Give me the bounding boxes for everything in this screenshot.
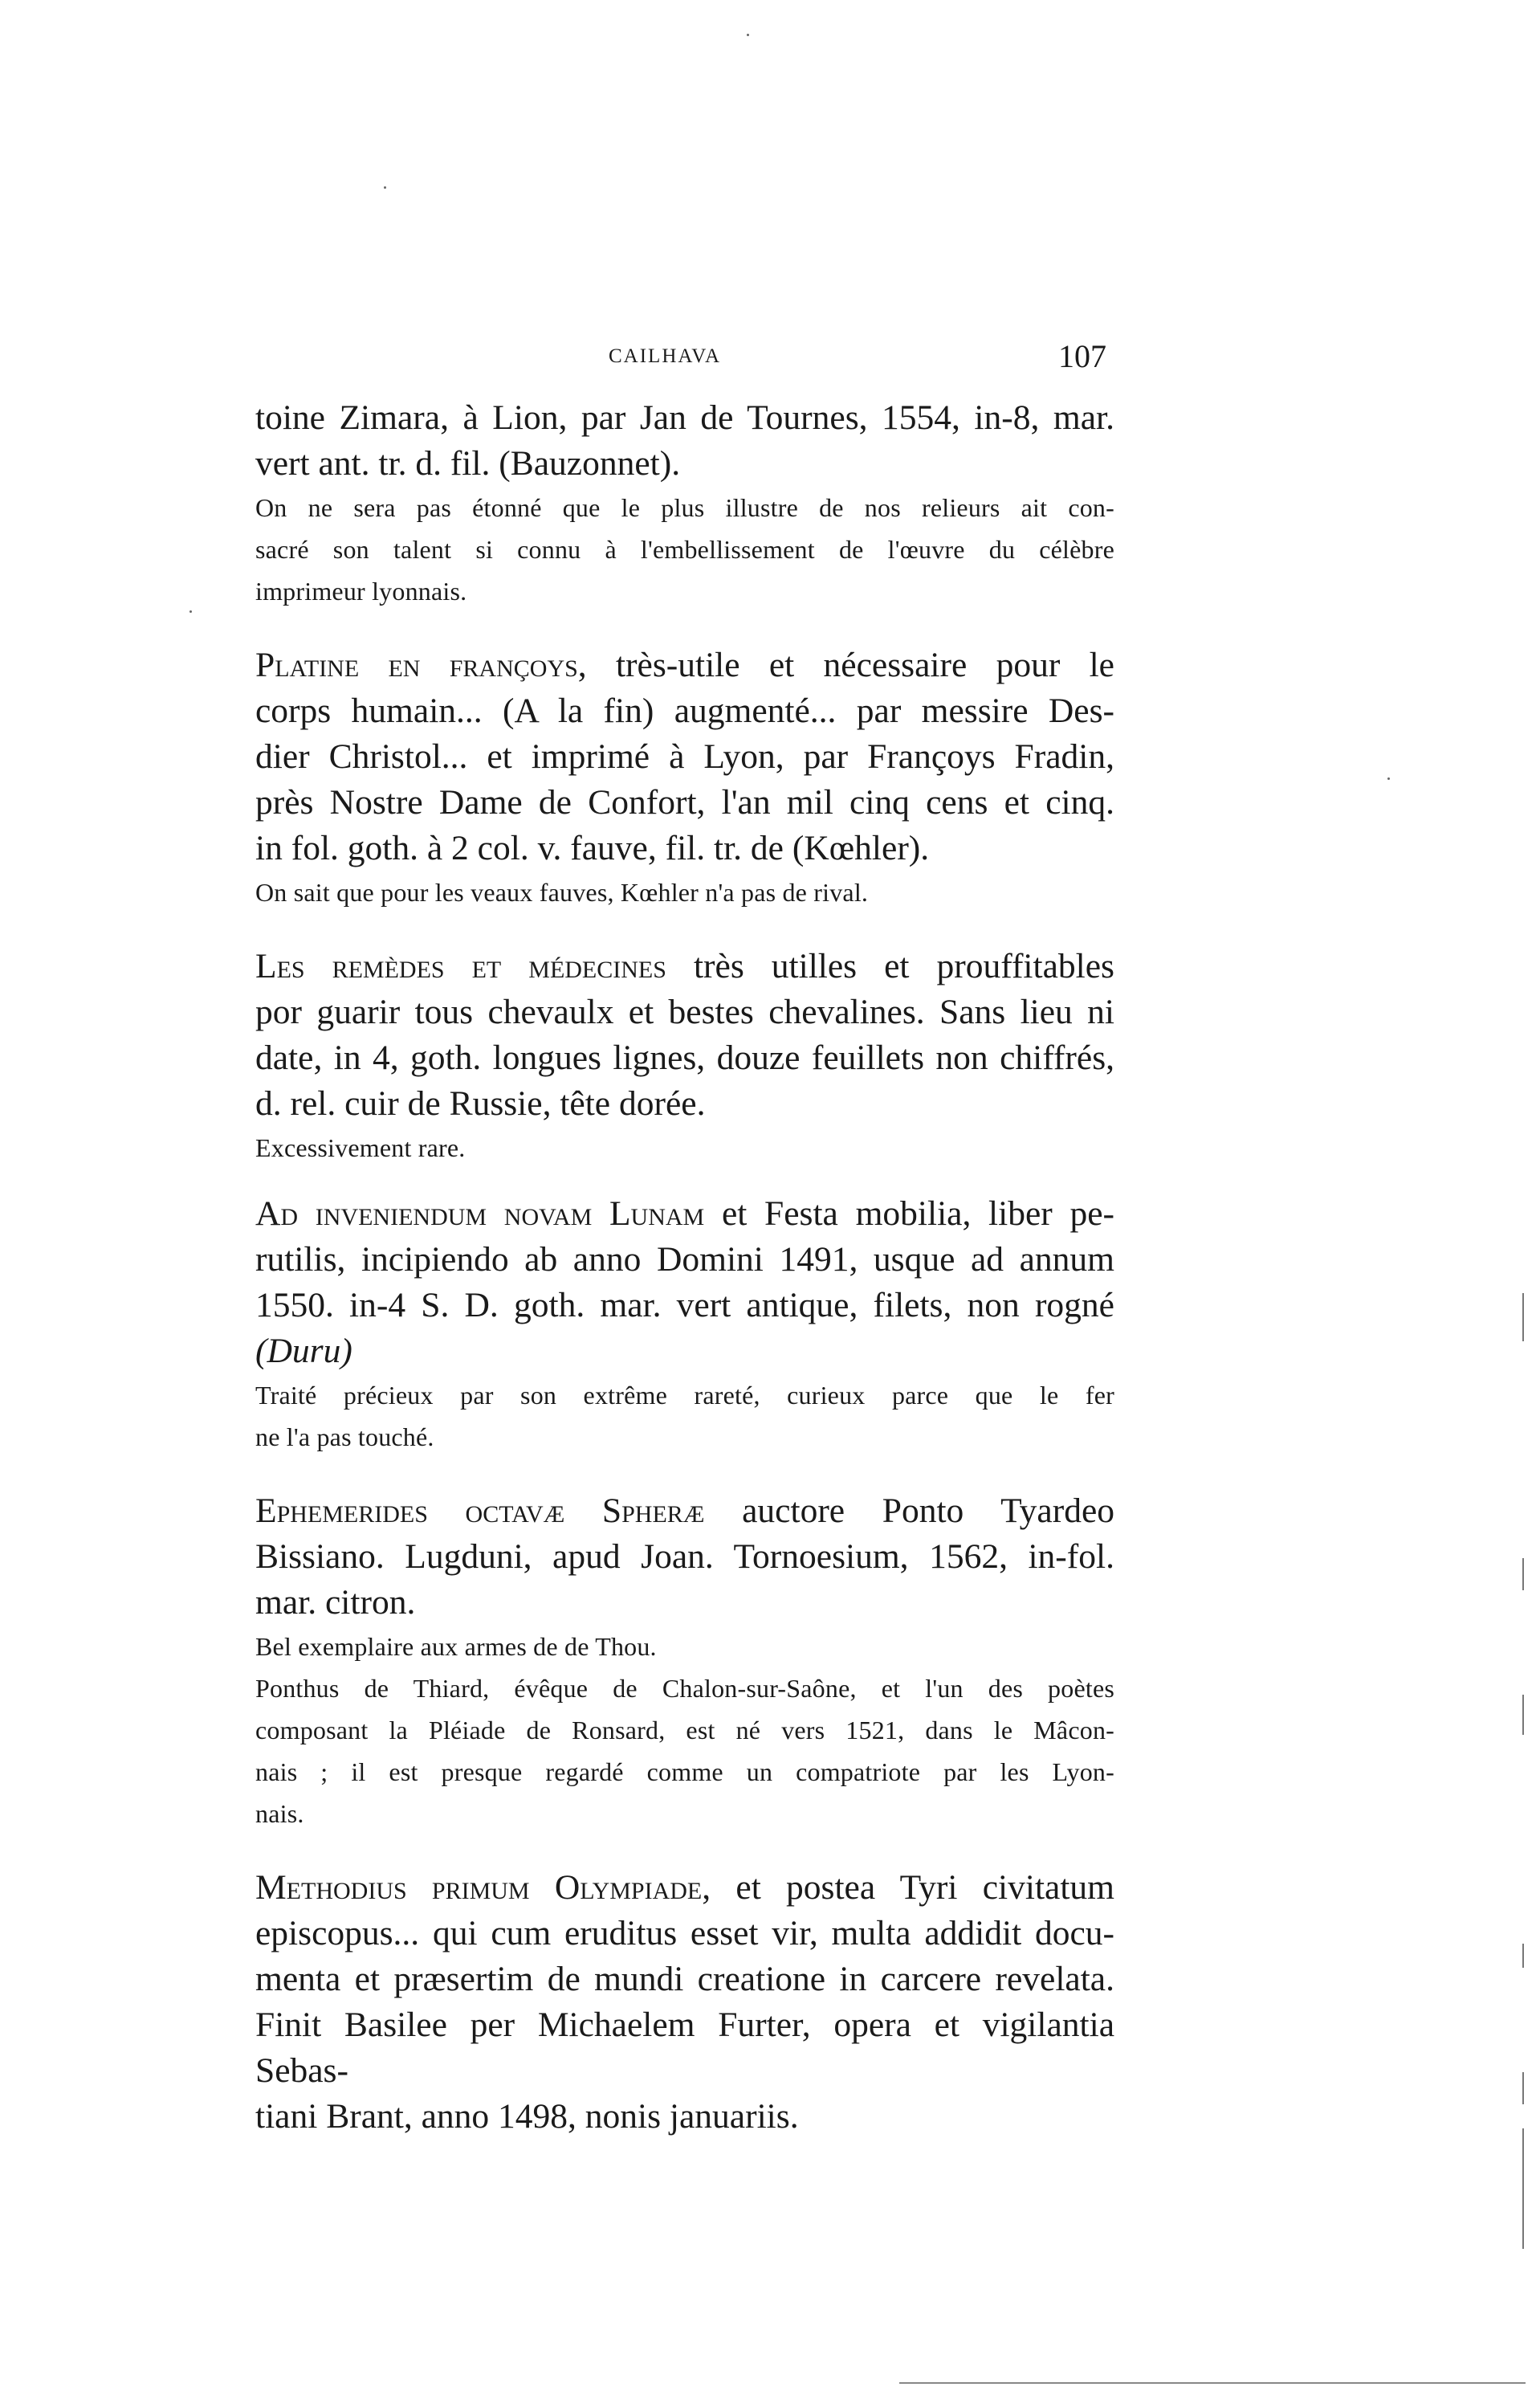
entry-line: corps humain... (A la fin) augmenté... par messire Des-: [255, 692, 1114, 730]
entry-note-line: nais ; il est presque regardé comme un compatriote par les Lyon-: [255, 1757, 1114, 1786]
scan-margin-mark: [1522, 2128, 1524, 2249]
entry-line: [255, 1191, 1114, 1237]
entry-line: rutilis, incipiendo ab anno Domini 1491, usque ad annum: [255, 1240, 1114, 1279]
entry-line: date, in 4, goth. longues lignes, douze feuillets non chiffrés,: [255, 1038, 1114, 1077]
entry-note-line: ne l'a pas touché.: [255, 1422, 434, 1451]
entry-line: mar. citron.: [255, 1583, 416, 1622]
entry-line-text: très utilles et prouffitables: [693, 947, 1114, 985]
entry-line: in fol. goth. à 2 col. v. fauve, fil. tr. de (Kœhler).: [255, 829, 930, 867]
entry-line: toine Zimara, à Lion, par Jan de Tournes, 1554, in-8, mar.: [255, 398, 1114, 437]
catalog-entry: [255, 1865, 1114, 2140]
scan-speck: [1387, 777, 1390, 780]
entry-line-text: et Festa mobilia, liber pe-: [721, 1194, 1115, 1233]
entry-note-line: Ponthus de Thiard, évêque de Chalon-sur-Saône, et l'un des poètes: [255, 1674, 1114, 1703]
catalog-entry: [255, 1191, 1114, 1458]
entry-line: menta et præsertim de mundi creatione in carcere revelata.: [255, 1960, 1114, 1998]
entry-line: [255, 643, 1114, 688]
entry-line: tiani Brant, anno 1498, nonis januariis.: [255, 2097, 799, 2136]
entry-line: [255, 1865, 1114, 1911]
catalog-entry: [255, 944, 1114, 1169]
scan-speck: [747, 34, 749, 36]
entry-note-line: composant la Pléiade de Ronsard, est né vers 1521, dans le Mâcon-: [255, 1716, 1114, 1744]
entry-line: por guarir tous chevaulx et bestes chevalines. Sans lieu ni: [255, 993, 1114, 1031]
entry-line-text: auctore Ponto Tyardeo: [742, 1491, 1115, 1530]
scan-margin-mark: [1522, 1558, 1524, 1590]
entry-title: Platine en françoys,: [255, 646, 587, 684]
entry-title: Ad inveniendum novam Lunam: [255, 1194, 705, 1233]
page-number: 107: [1058, 338, 1106, 374]
catalog-entry: [255, 643, 1114, 913]
entry-line-text: très-utile et nécessaire pour le: [615, 646, 1114, 684]
entry-title: Methodius primum Olympiade,: [255, 1868, 711, 1907]
entry-line: (Duru): [255, 1332, 352, 1370]
entry-line: dier Christol... et imprimé à Lyon, par Françoys Fradin,: [255, 737, 1114, 776]
scan-margin-mark: [1522, 1944, 1524, 1968]
entry-line: Bissiano. Lugduni, apud Joan. Tornoesium, 1562, in-fol.: [255, 1537, 1114, 1576]
entry-line-text: et postea Tyri civitatum: [735, 1868, 1115, 1907]
entry-line: [255, 944, 1114, 989]
entry-title: Ephemerides octavæ Spheræ: [255, 1491, 705, 1530]
scan-margin-mark: [1522, 2072, 1524, 2104]
entry-note-line: sacré son talent si connu à l'embellissement de l'œuvre du célèbre: [255, 535, 1114, 564]
entry-note-line: nais.: [255, 1799, 304, 1828]
running-head: CAILHAVA: [609, 345, 722, 367]
page-body: [255, 395, 1114, 2140]
entry-line: 1550. in-4 S. D. goth. mar. vert antique, filets, non rogné: [255, 1286, 1114, 1324]
scan-speck: [189, 610, 192, 613]
scan-speck: [384, 186, 386, 189]
page-header: [255, 337, 1114, 386]
catalog-entry: [255, 1488, 1114, 1834]
entry-line: Finit Basilee per Michaelem Furter, opera et vigilantia Sebas-: [255, 2005, 1114, 2090]
entry-note-line: On sait que pour les veaux fauves, Kœhler n'a pas de rival.: [255, 878, 869, 907]
scan-bottom-rule: [899, 2382, 1526, 2384]
scan-margin-mark: [1522, 1293, 1524, 1341]
entry-line: d. rel. cuir de Russie, tête dorée.: [255, 1084, 706, 1123]
entry-line: episcopus... qui cum eruditus esset vir, multa addidit docu-: [255, 1914, 1114, 1952]
entry-line: près Nostre Dame de Confort, l'an mil cinq cens et cinq.: [255, 783, 1114, 822]
entry-note-line: imprimeur lyonnais.: [255, 577, 467, 606]
entry-note-line: Traité précieux par son extrême rareté, curieux parce que le fer: [255, 1381, 1114, 1410]
entry-note-line: On ne sera pas étonné que le plus illustre de nos relieurs ait con-: [255, 493, 1114, 522]
scan-margin-mark: [1522, 1695, 1524, 1735]
entry-note-line: Bel exemplaire aux armes de de Thou.: [255, 1632, 657, 1661]
entry-line: vert ant. tr. d. fil. (Bauzonnet).: [255, 444, 681, 483]
entry-note-line: Excessivement rare.: [255, 1133, 466, 1162]
entry-title: Les remèdes et médecines: [255, 947, 666, 985]
entry-line: [255, 1488, 1114, 1534]
catalog-entry: [255, 395, 1114, 612]
